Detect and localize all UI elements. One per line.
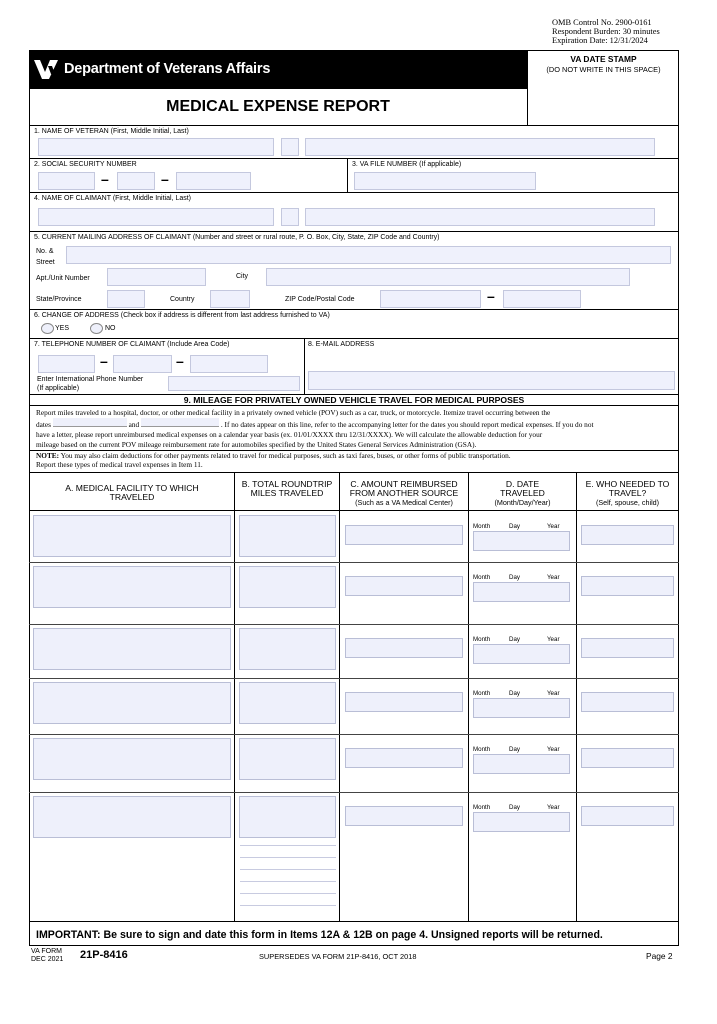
- reimbursed-input-row-4[interactable]: [345, 692, 463, 712]
- phone-line-input[interactable]: [190, 355, 268, 373]
- claimant-middle-initial-input[interactable]: [281, 208, 299, 226]
- stamp-title: VA DATE STAMP: [570, 54, 637, 64]
- col-e-header: [577, 480, 678, 507]
- col-e-header-sub: (Self, spouse, child): [595, 498, 660, 507]
- col-divider: [576, 472, 577, 921]
- reimbursed-input-row-5[interactable]: [345, 748, 463, 768]
- date-input-row-5[interactable]: [473, 754, 570, 774]
- date-month-label: Month: [473, 746, 491, 753]
- miles-ruled-line: [240, 881, 336, 882]
- va-logo-icon: [33, 56, 59, 82]
- date-day-label: Day: [509, 636, 521, 643]
- state-label: State/Province: [36, 296, 82, 303]
- header-bottom-rule: [29, 125, 679, 126]
- col-divider: [468, 472, 469, 921]
- change-no-radio[interactable]: [90, 323, 103, 334]
- reimbursed-input-row-2[interactable]: [345, 576, 463, 596]
- row-rule: [29, 405, 679, 406]
- veteran-last-name-input[interactable]: [305, 138, 655, 156]
- facility-input-row-3[interactable]: [33, 628, 231, 670]
- zip-dash: –: [487, 288, 495, 304]
- instr-line: mileage based on the current POV mileage reimbursement rate for automobiles specified by the United States General Services Administration (GSA).: [36, 440, 477, 449]
- country-label: Country: [170, 296, 195, 303]
- facility-input-row-1[interactable]: [33, 515, 231, 557]
- supersedes-note: SUPERSEDES VA FORM 21P-8416, OCT 2018: [259, 952, 417, 961]
- col-d-header-sub: (Month/Day/Year): [494, 498, 551, 507]
- miles-input-row-5[interactable]: [239, 738, 336, 780]
- date-day-label: Day: [509, 804, 521, 811]
- date-day-label: Day: [509, 690, 521, 697]
- important-notice: IMPORTANT: Be sure to sign and date this form in Items 12A & 12B on page 4. Unsigned reports will be returned.: [36, 929, 603, 941]
- row-rule: [29, 678, 679, 679]
- change-no-label: NO: [105, 325, 116, 332]
- col-b-header-line: B. TOTAL ROUNDTRIP: [241, 479, 333, 489]
- zip-label: ZIP Code/Postal Code: [285, 296, 355, 303]
- row-rule: [29, 231, 679, 232]
- section9-title: 9. MILEAGE FOR PRIVATELY OWNED VEHICLE TRAVEL FOR MEDICAL PURPOSES: [183, 395, 525, 405]
- veteran-name-label: 1. NAME OF VETERAN (First, Middle Initial, Last): [34, 128, 189, 135]
- facility-input-row-4[interactable]: [33, 682, 231, 724]
- va-file-input[interactable]: [354, 172, 536, 190]
- note-label: NOTE:: [36, 451, 60, 460]
- facility-input-row-6[interactable]: [33, 796, 231, 838]
- col-e-header-line: E. WHO NEEDED TO: [585, 479, 670, 489]
- who-input-row-5[interactable]: [581, 748, 674, 768]
- state-input[interactable]: [107, 290, 145, 308]
- miles-input-row-1[interactable]: [239, 515, 336, 557]
- col-a-header: [30, 484, 234, 502]
- veteran-first-name-input[interactable]: [38, 138, 274, 156]
- phone-dash: –: [100, 353, 108, 369]
- note-text: You may also claim deductions for other payments related to travel for medical purposes, such as taxi fares, buses, or other forms of public transportation.: [59, 451, 511, 460]
- phone-label: 7. TELEPHONE NUMBER OF CLAIMANT (Include Area Code): [34, 341, 230, 348]
- reimbursed-input-row-6[interactable]: [345, 806, 463, 826]
- col-d-header-line: TRAVELED: [500, 488, 545, 498]
- date-year-label: Year: [547, 636, 560, 643]
- row-rule: [29, 472, 679, 473]
- street-input[interactable]: [66, 246, 671, 264]
- col-c-header-line: C. AMOUNT REIMBURSED: [350, 479, 458, 489]
- intl-phone-label: Enter International Phone Number: [37, 376, 144, 383]
- miles-ruled-line: [240, 845, 336, 846]
- miles-ruled-line: [240, 857, 336, 858]
- miles-ruled-line: [240, 905, 336, 906]
- apt-label: Apt./Unit Number: [36, 275, 90, 282]
- who-input-row-1[interactable]: [581, 525, 674, 545]
- note-line-2: Report these types of medical travel expenses in Item 11.: [36, 459, 203, 469]
- phone-prefix-input[interactable]: [113, 355, 172, 373]
- form-title: MEDICAL EXPENSE REPORT: [166, 98, 390, 115]
- zip-input[interactable]: [380, 290, 481, 308]
- veteran-middle-initial-input[interactable]: [281, 138, 299, 156]
- col-divider: [339, 472, 340, 921]
- intl-phone-label-2: (If applicable): [37, 385, 80, 392]
- miles-input-row-4[interactable]: [239, 682, 336, 724]
- row-rule: [29, 338, 679, 339]
- form-label: VA FORM: [31, 948, 62, 955]
- who-input-row-3[interactable]: [581, 638, 674, 658]
- date-month-label: Month: [473, 636, 491, 643]
- reimbursed-input-row-3[interactable]: [345, 638, 463, 658]
- omb-burden: Respondent Burden: 30 minutes: [552, 27, 660, 36]
- col-c-header: [340, 480, 468, 507]
- date-month-label: Month: [473, 523, 491, 530]
- start-date-blank[interactable]: [53, 418, 127, 427]
- date-input-row-4[interactable]: [473, 698, 570, 718]
- ssn-part3-input[interactable]: [176, 172, 251, 190]
- email-input[interactable]: [308, 371, 675, 390]
- claimant-first-name-input[interactable]: [38, 208, 274, 226]
- date-day-label: Day: [509, 746, 521, 753]
- col-c-header-sub: (Such as a VA Medical Center): [355, 498, 453, 507]
- row-rule: [29, 309, 679, 310]
- end-date-blank[interactable]: [141, 418, 219, 427]
- change-address-label: 6. CHANGE OF ADDRESS (Check box if address is different from last address furnished to VA): [34, 312, 330, 319]
- date-input-row-2[interactable]: [473, 582, 570, 602]
- row-rule: [29, 792, 679, 793]
- section9-note: [36, 452, 676, 469]
- ssn-part2-input[interactable]: [117, 172, 155, 190]
- instr-line: . If no dates appear on this line, refer to the accompanying letter for the dates you should report medical expenses. If you do not: [220, 420, 594, 429]
- claimant-last-name-input[interactable]: [305, 208, 655, 226]
- col-a-header-line: A. MEDICAL FACILITY TO WHICH: [65, 483, 199, 493]
- col-b-header: [235, 480, 339, 498]
- ssn-part1-input[interactable]: [38, 172, 95, 190]
- instr-dates-line: [36, 418, 676, 430]
- ssn-dash: –: [101, 171, 109, 187]
- who-input-row-4[interactable]: [581, 692, 674, 712]
- date-year-label: Year: [547, 690, 560, 697]
- date-month-label: Month: [473, 804, 491, 811]
- agency-name: Department of Veterans Affairs: [64, 61, 271, 77]
- form-number: 21P-8416: [80, 949, 128, 961]
- facility-input-row-5[interactable]: [33, 738, 231, 780]
- date-day-label: Day: [509, 574, 521, 581]
- omb-block: [552, 18, 660, 45]
- stamp-note: (DO NOT WRITE IN THIS SPACE): [546, 65, 661, 74]
- and-word: and: [128, 420, 140, 429]
- phone-dash: –: [176, 353, 184, 369]
- street-label-2: Street: [36, 259, 55, 266]
- miles-input-row-6[interactable]: [239, 796, 336, 838]
- dates-word: dates: [36, 420, 51, 429]
- date-month-label: Month: [473, 690, 491, 697]
- phone-area-input[interactable]: [38, 355, 95, 373]
- row-rule: [29, 734, 679, 735]
- row-rule: [29, 192, 679, 193]
- va-file-label: 3. VA FILE NUMBER (If applicable): [352, 161, 462, 168]
- date-input-row-6[interactable]: [473, 812, 570, 832]
- intl-phone-input[interactable]: [168, 376, 300, 391]
- reimbursed-input-row-1[interactable]: [345, 525, 463, 545]
- instr-line: Report miles traveled to a hospital, doctor, or other medical facility in a privately owned vehicle (POV) such as a car, truck, or motorcycle. Itemize travel occurring between the: [36, 408, 551, 417]
- section9-instructions: [36, 408, 676, 450]
- col-divider: [234, 472, 235, 921]
- city-input[interactable]: [266, 268, 630, 286]
- date-year-label: Year: [547, 804, 560, 811]
- change-yes-radio[interactable]: [41, 323, 54, 334]
- form-date: DEC 2021: [31, 956, 64, 963]
- apt-input[interactable]: [107, 268, 206, 286]
- zip-extension-input[interactable]: [503, 290, 581, 308]
- change-yes-label: YES: [55, 325, 70, 332]
- omb-control: OMB Control No. 2900-0161: [552, 18, 652, 27]
- row-rule: [29, 562, 679, 563]
- col-c-header-line: FROM ANOTHER SOURCE: [349, 488, 459, 498]
- col-b-header-line: MILES TRAVELED: [250, 488, 324, 498]
- miles-input-row-2[interactable]: [239, 566, 336, 608]
- ssn-divider: [347, 158, 348, 192]
- date-day-label: Day: [509, 523, 521, 530]
- page-number: Page 2: [646, 951, 673, 961]
- country-input[interactable]: [210, 290, 250, 308]
- email-label: 8. E-MAIL ADDRESS: [308, 341, 375, 348]
- omb-expiration: Expiration Date: 12/31/2024: [552, 36, 648, 45]
- facility-input-row-2[interactable]: [33, 566, 231, 608]
- city-label: City: [236, 273, 249, 280]
- date-year-label: Year: [547, 574, 560, 581]
- date-input-row-1[interactable]: [473, 531, 570, 551]
- date-input-row-3[interactable]: [473, 644, 570, 664]
- who-input-row-2[interactable]: [581, 576, 674, 596]
- miles-ruled-line: [240, 893, 336, 894]
- col-d-header-line: D. DATE: [505, 479, 540, 489]
- col-a-header-line: TRAVELED: [109, 492, 155, 502]
- date-year-label: Year: [547, 746, 560, 753]
- col-e-header-line: TRAVEL?: [608, 488, 647, 498]
- row-rule: [29, 158, 679, 159]
- miles-ruled-line: [240, 869, 336, 870]
- phone-divider: [304, 338, 305, 395]
- table-header-rule: [29, 510, 679, 511]
- street-label-1: No. &: [36, 248, 54, 255]
- address-label: 5. CURRENT MAILING ADDRESS OF CLAIMANT (Number and street or rural route, P. O. Box, City, State, ZIP Code and Country): [34, 234, 440, 241]
- date-month-label: Month: [473, 574, 491, 581]
- ssn-dash: –: [161, 171, 169, 187]
- who-input-row-6[interactable]: [581, 806, 674, 826]
- table-bottom-rule: [29, 921, 679, 922]
- row-rule: [29, 624, 679, 625]
- date-year-label: Year: [547, 523, 560, 530]
- instr-line: have a letter, please report unreimbursed medical expenses on a calendar year basis (ex. 01/01/XXXX thru 12/31/XXXX). We will calculate the allowable deduction for your: [36, 430, 543, 439]
- ssn-label: 2. SOCIAL SECURITY NUMBER: [34, 161, 137, 168]
- col-d-header: [469, 480, 576, 507]
- claimant-name-label: 4. NAME OF CLAIMANT (First, Middle Initial, Last): [34, 195, 192, 202]
- miles-input-row-3[interactable]: [239, 628, 336, 670]
